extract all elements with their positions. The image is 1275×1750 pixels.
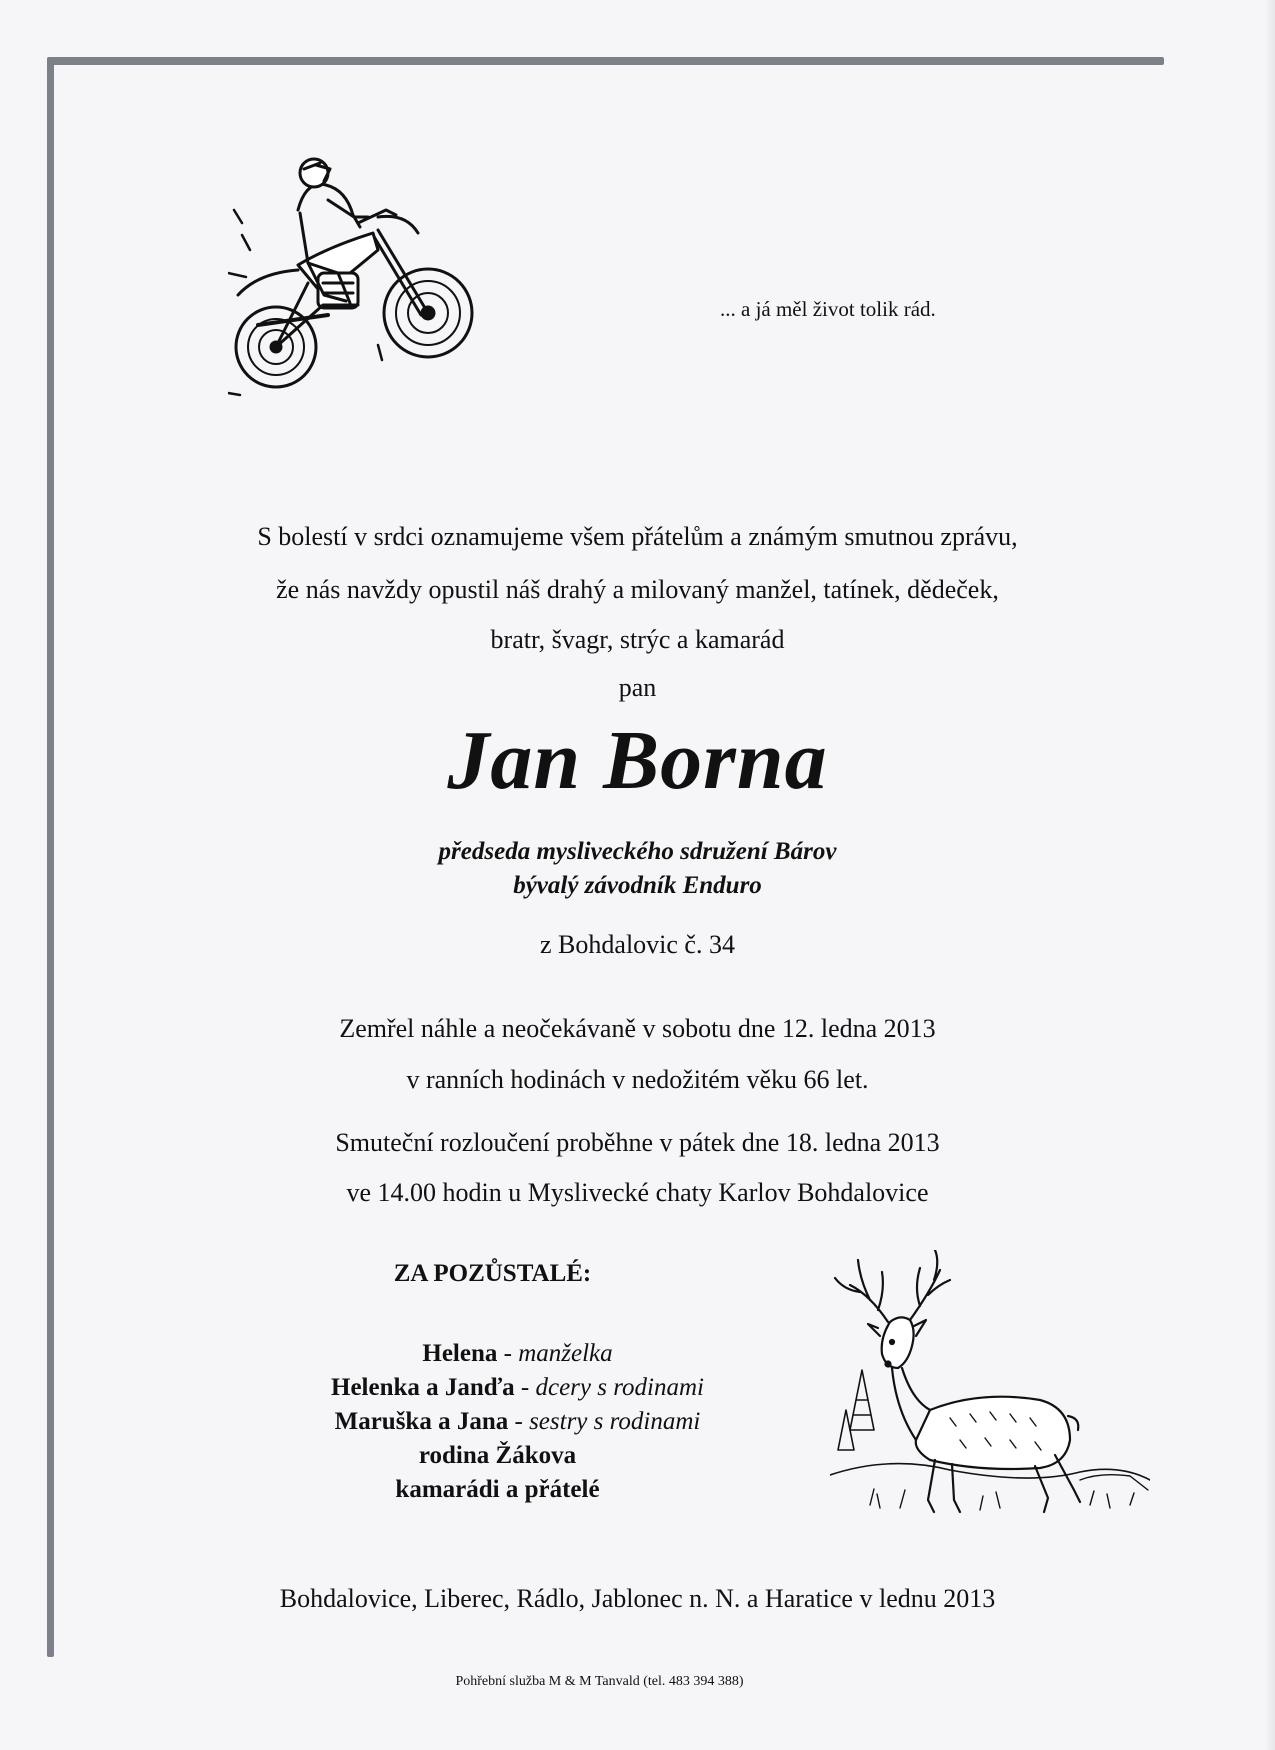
survivor-name: Helenka a Janďa xyxy=(331,1374,515,1401)
survivor-name: Maruška a Jana xyxy=(334,1408,509,1435)
funeral-service-note: Pohřební služba M & M Tanvald (tel. 483 394 388) xyxy=(455,1674,744,1689)
survivor-relation: dcery s rodinami xyxy=(535,1374,704,1401)
places-and-date: Bohdalovice, Liberec, Rádlo, Jablonec n. N. a Haratice v lednu 2013 xyxy=(279,1584,996,1613)
honorific: pan xyxy=(618,673,657,702)
deer-icon xyxy=(830,1250,1150,1520)
survivor-relation: sestry s rodinami xyxy=(529,1408,701,1435)
motorcycle-rider-icon xyxy=(228,155,488,400)
survivor-name: Helena xyxy=(422,1340,498,1367)
survivor-separator: - xyxy=(497,1340,519,1367)
death-line-1: Zemřel náhle a neočekávaně v sobotu dne 12. ledna 2013 xyxy=(339,1014,936,1043)
role-line-1: předseda mysliveckého sdružení Bárov xyxy=(438,838,837,865)
role-line-2: bývalý závodník Enduro xyxy=(513,872,762,899)
survivors-heading: ZA POZŮSTALÉ: xyxy=(393,1260,592,1287)
survivor-name: kamarádi a přátelé xyxy=(395,1476,600,1503)
farewell-line-1: Smuteční rozloučení proběhne v pátek dne 18. ledna 2013 xyxy=(335,1128,940,1157)
announcement-line-1: S bolestí v srdci oznamujeme všem přátelům a známým smutnou zprávu, xyxy=(257,522,1018,551)
survivor-relation: manželka xyxy=(518,1340,613,1367)
survivor-name: rodina Žákova xyxy=(418,1442,577,1469)
origin-text: z Bohdalovic č. 34 xyxy=(540,930,735,959)
motto-text: ... a já měl život tolik rád. xyxy=(720,297,936,321)
announcement-line-2: že nás navždy opustil náš drahý a milovaný manžel, tatínek, dědeček, xyxy=(276,575,999,604)
farewell-line-2: ve 14.00 hodin u Myslivecké chaty Karlov Bohdalovice xyxy=(346,1178,929,1207)
deceased-name: Jan Borna xyxy=(447,714,828,807)
survivor-separator: - xyxy=(508,1408,530,1435)
announcement-line-3: bratr, švagr, strýc a kamarád xyxy=(490,625,785,654)
survivor-separator: - xyxy=(514,1374,536,1401)
frame-top-border xyxy=(50,57,1164,65)
death-line-2: v ranních hodinách v nedožitém věku 66 let. xyxy=(406,1065,869,1094)
